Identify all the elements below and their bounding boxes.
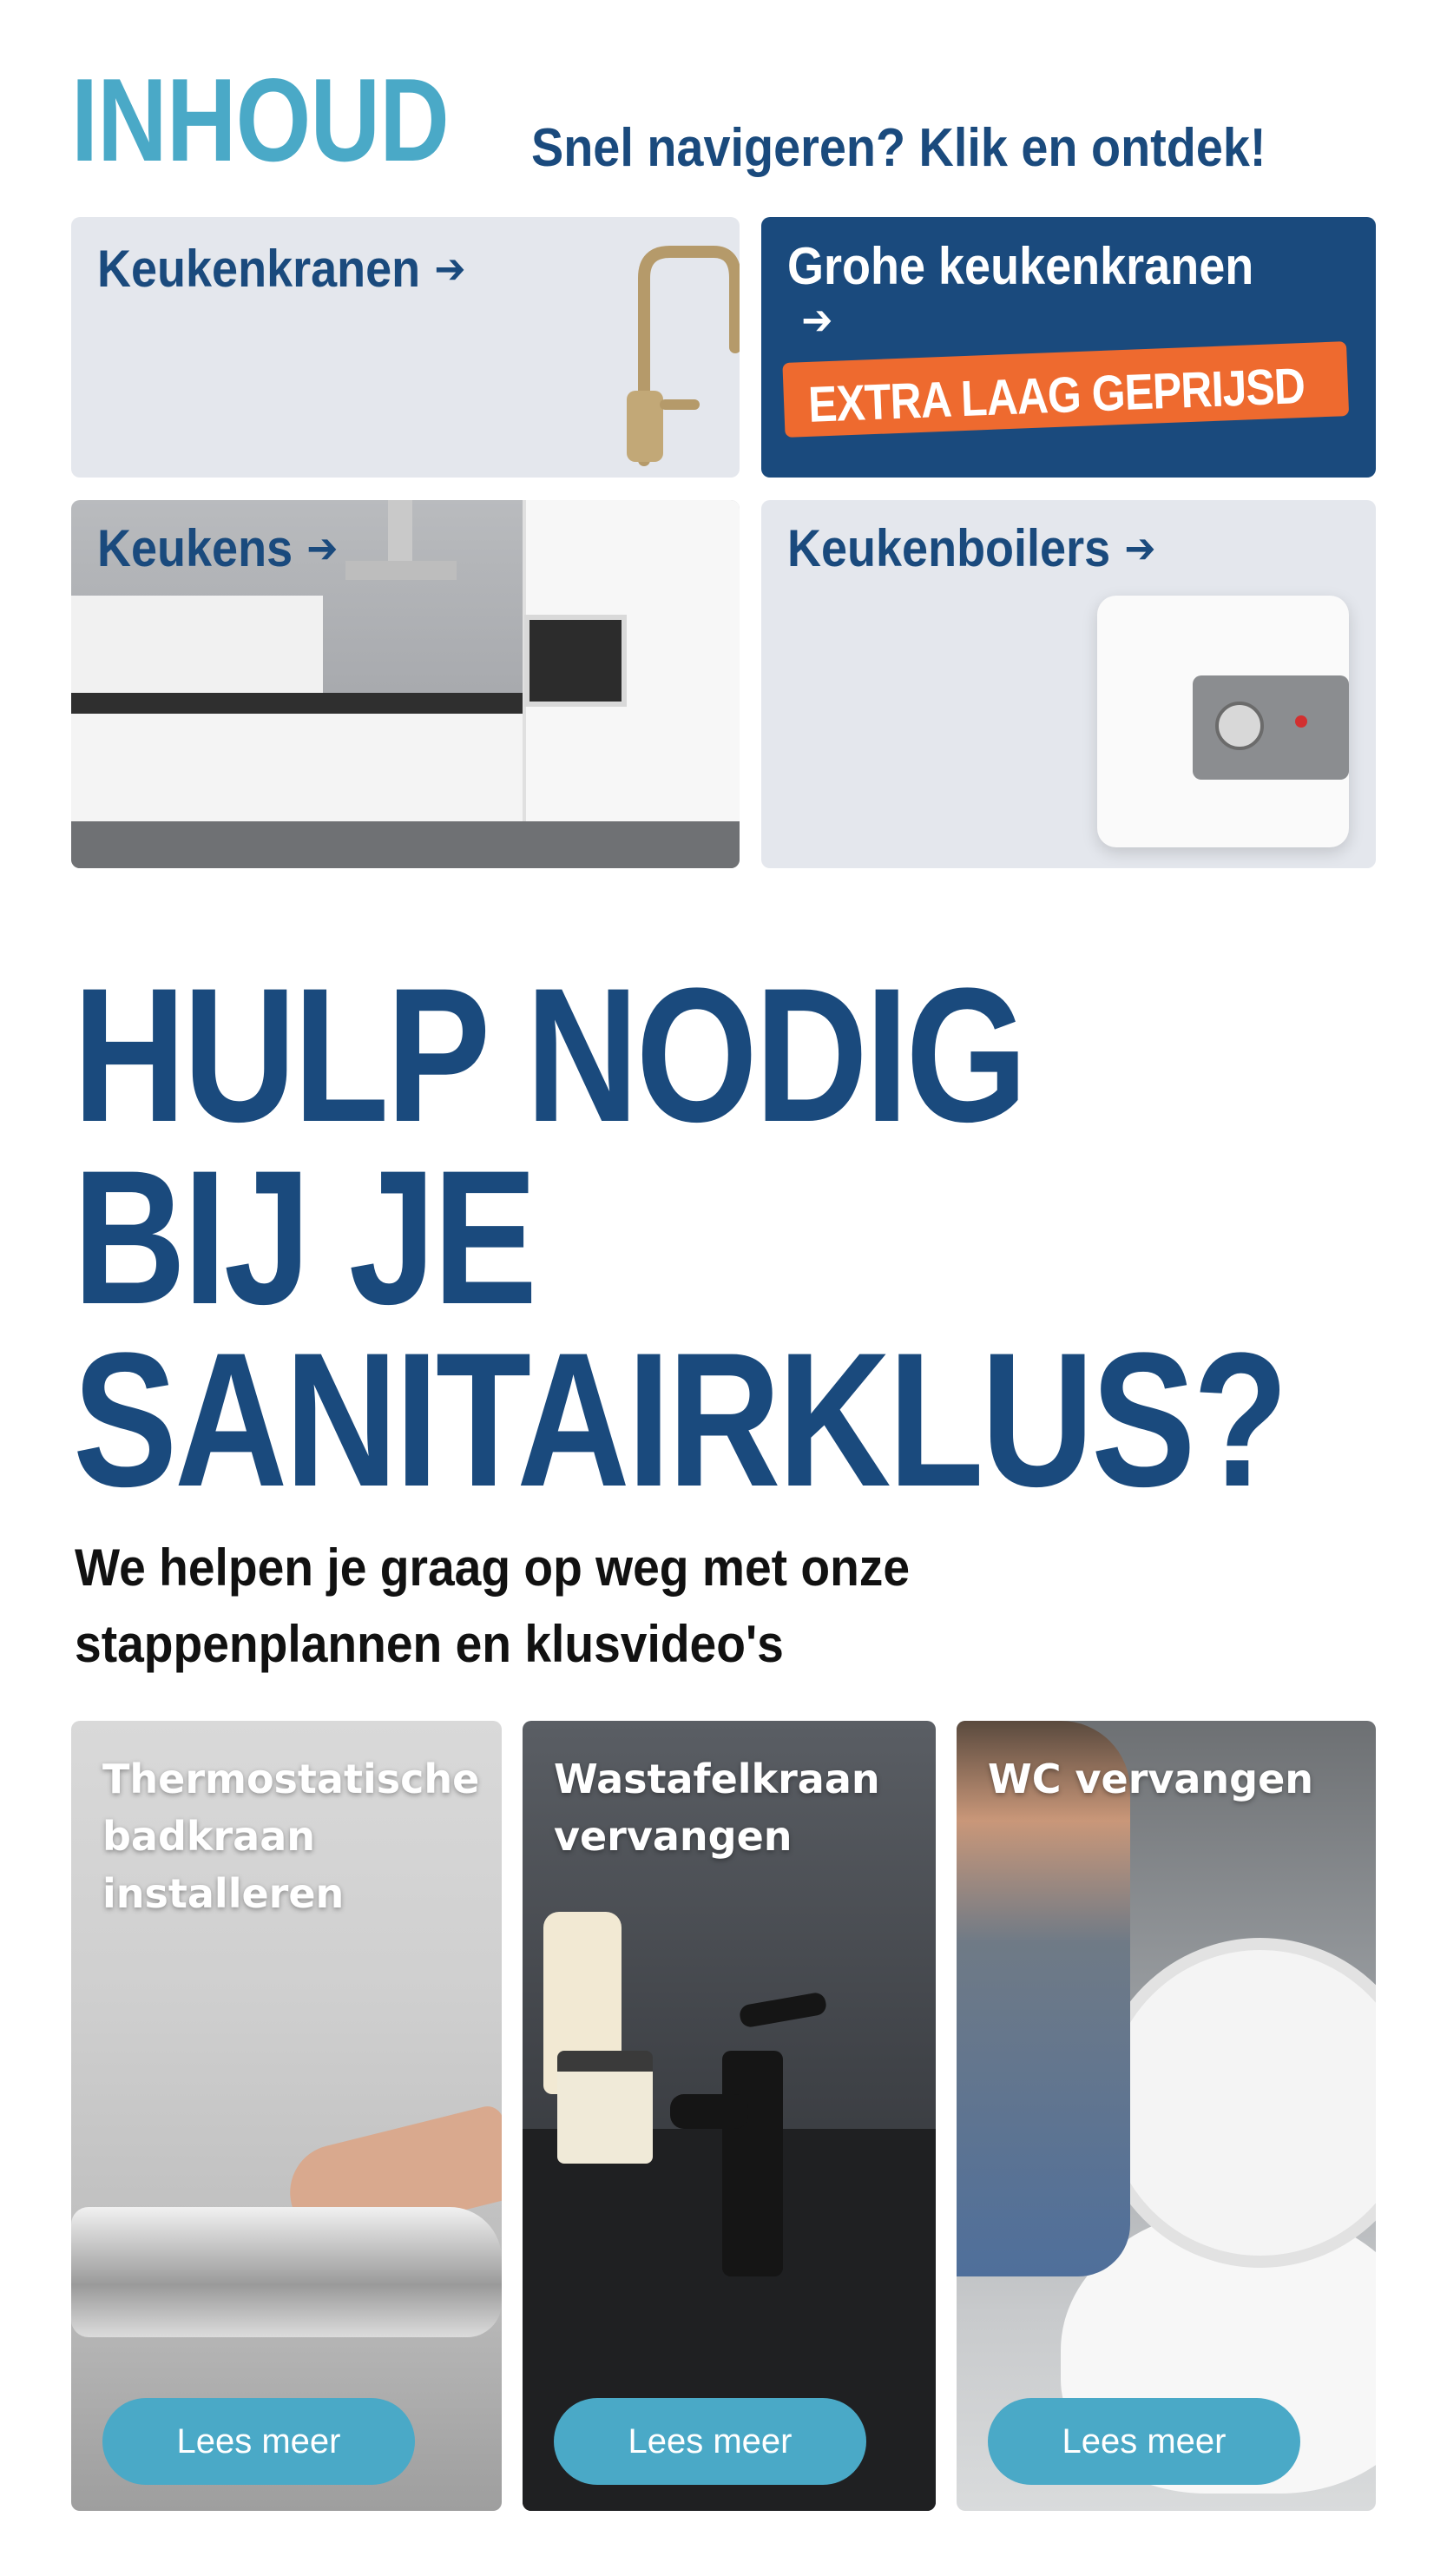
card-title-line: vervangen [554, 1813, 793, 1860]
arrow-right-icon: ➔ [306, 526, 339, 572]
tile-label [97, 519, 339, 577]
tile-label-text: Keukens [97, 519, 293, 577]
help-subtitle-line: We helpen je graag op weg met onze [75, 1538, 911, 1597]
tile-keukenkranen[interactable] [71, 217, 740, 478]
kitchen-faucet-image [540, 243, 740, 469]
read-more-button[interactable]: Lees meer [102, 2398, 415, 2485]
tile-label [787, 519, 1156, 577]
card-title-line: installeren [102, 1870, 345, 1917]
black-tap-image [670, 1981, 826, 2276]
tile-keukens[interactable] [71, 500, 740, 868]
help-heading-line: BIJ JE [73, 1130, 535, 1344]
card-wc-vervangen[interactable] [957, 1721, 1376, 2511]
help-subtitle [75, 1530, 910, 1683]
arrow-right-icon: ➔ [434, 247, 466, 293]
jar-image [557, 2051, 653, 2164]
card-title-line: Thermostatische [102, 1756, 480, 1802]
tile-label [97, 240, 466, 298]
card-title-line: Wastafelkraan [554, 1756, 880, 1802]
read-more-button[interactable]: Lees meer [988, 2398, 1300, 2485]
card-title-line: WC vervangen [988, 1756, 1314, 1802]
thermostat-mixer-image [71, 2207, 502, 2337]
help-heading [73, 948, 1286, 1526]
page-subtitle: Snel navigeren? Klik en ontdek! [531, 118, 1266, 178]
page-title: INHOUD [71, 54, 449, 186]
badge-text: EXTRA LAAG GEPRIJSD [806, 357, 1306, 433]
card-title [102, 1750, 479, 1922]
help-heading-line: HULP NODIG [73, 948, 1025, 1162]
boiler-image [1097, 596, 1349, 847]
card-title [554, 1750, 880, 1865]
help-heading-line: SANITAIRKLUS? [73, 1313, 1286, 1526]
tile-keukenboilers[interactable] [761, 500, 1376, 868]
tile-label-text: Keukenboilers [787, 519, 1111, 577]
tile-label [787, 237, 1256, 348]
price-badge [782, 341, 1349, 438]
arrow-right-icon: ➔ [801, 298, 833, 344]
card-thermostatische-badkraan[interactable] [71, 1721, 502, 2511]
arrow-right-icon: ➔ [1124, 526, 1156, 572]
help-subtitle-line: stappenplannen en klusvideo's [75, 1615, 784, 1673]
tile-label-text: Keukenkranen [97, 240, 421, 298]
tile-label-text: Grohe keukenkranen [787, 237, 1254, 295]
card-title [988, 1750, 1313, 1808]
read-more-button[interactable]: Lees meer [554, 2398, 866, 2485]
card-title-line: badkraan [102, 1813, 316, 1860]
toilet-seat-image [1095, 1938, 1376, 2268]
tile-grohe-keukenkranen[interactable] [761, 217, 1376, 478]
card-wastafelkraan[interactable] [523, 1721, 936, 2511]
